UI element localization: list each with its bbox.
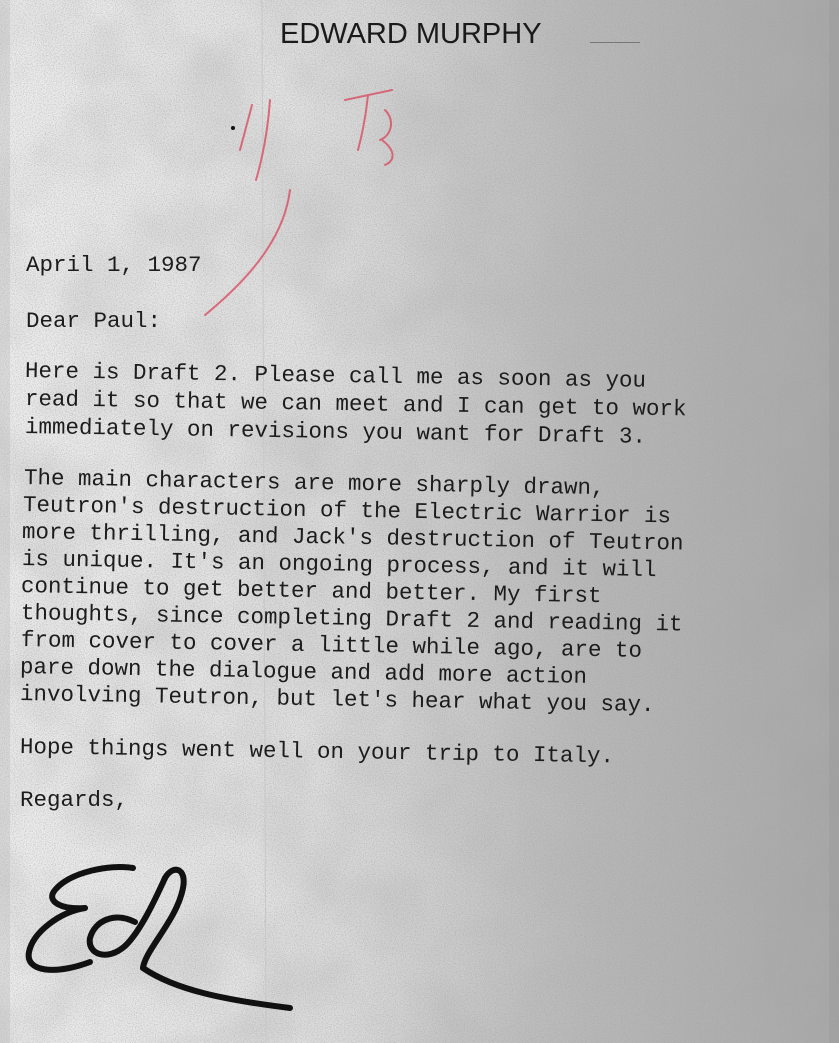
letter-salutation: Dear Paul: — [26, 308, 162, 334]
paragraph2-line: from cover to cover a little while ago, are to — [20, 627, 643, 664]
paragraph3-line: Hope things went well on your trip to Italy. — [19, 734, 615, 770]
paragraph2-line: more thrilling, and Jack's destruction of Teutron — [21, 519, 684, 557]
signature — [15, 850, 305, 1020]
red-pen-marks — [0, 0, 839, 340]
paragraph2-line: thoughts, since completing Draft 2 and reading it — [20, 600, 683, 638]
paragraph1-line: immediately on revisions you want for Draft 3. — [24, 414, 647, 450]
paragraph1-line: Here is Draft 2. Please call me as soon as you — [24, 358, 647, 394]
paragraph2-line: pare down the dialogue and add more action — [19, 654, 588, 690]
paragraph2-line: involving Teutron, but let's hear what you say. — [19, 681, 655, 719]
paragraph2-line: is unique. It's an ongoing process, and it will — [21, 546, 657, 584]
letterhead-name: EDWARD MURPHY — [280, 18, 542, 50]
paragraph1-line: read it so that we can meet and I can get to work — [24, 386, 687, 423]
paragraph2-line: The main characters are more sharply drawn, — [23, 465, 605, 502]
paragraph2-line: Teutron's destruction of the Electric Warrior is — [22, 492, 672, 530]
letter-date: April 1, 1987 — [26, 252, 202, 278]
paragraph2-line: continue to get better and better. My first — [20, 573, 602, 610]
letter-closing: Regards, — [20, 787, 129, 813]
